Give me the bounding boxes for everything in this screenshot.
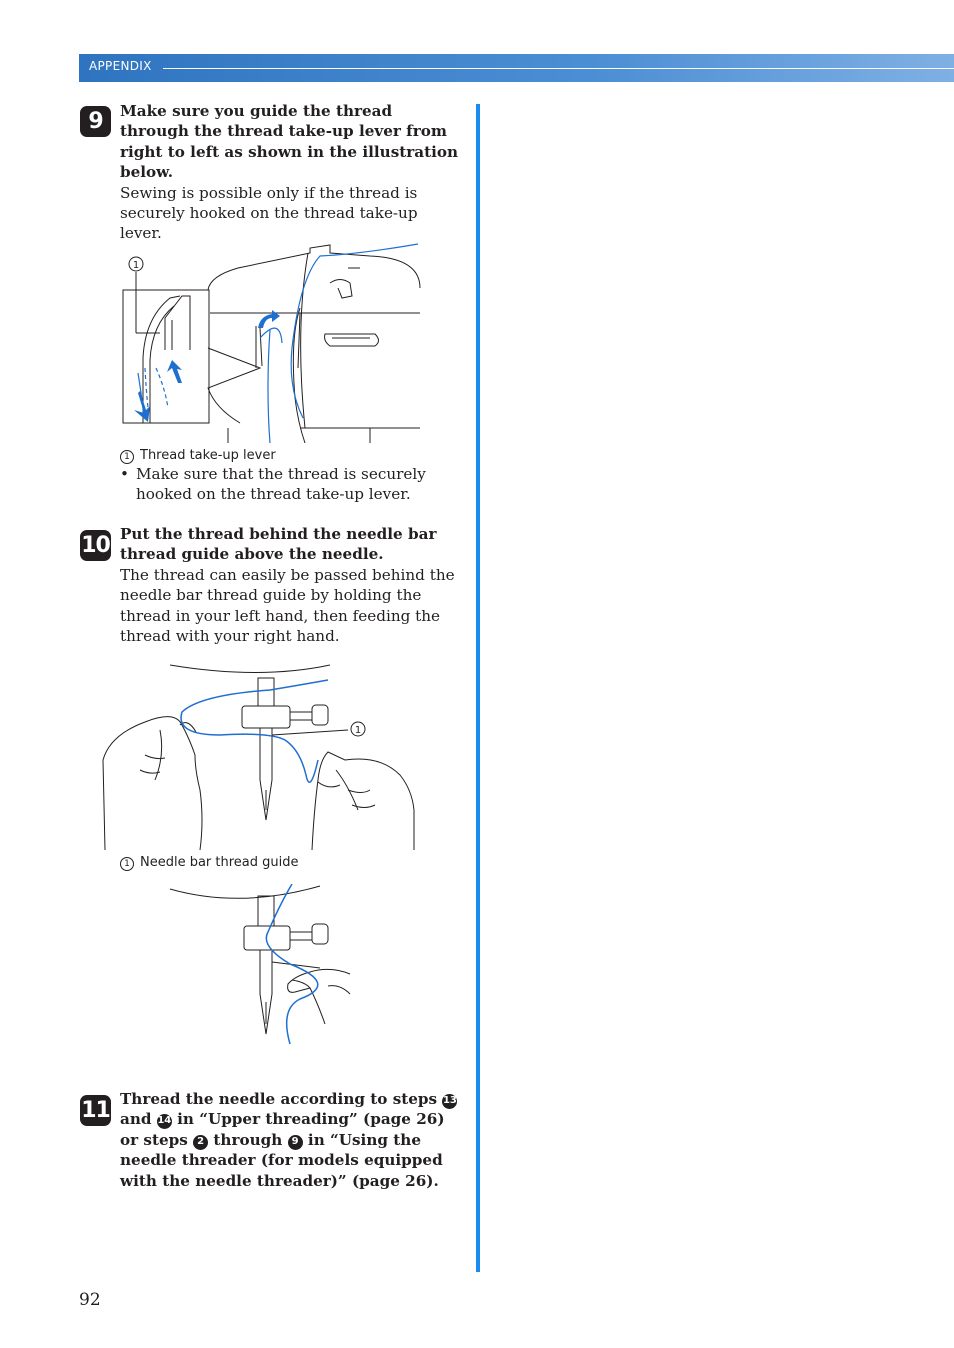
caption-2-text: Needle bar thread guide	[140, 855, 299, 870]
step-10-badge: 10	[80, 530, 111, 561]
column-divider	[476, 104, 480, 1272]
step-11-badge: 11	[80, 1095, 111, 1126]
caption-2-number: 1	[120, 857, 134, 871]
step-9-badge: 9	[80, 106, 111, 137]
step-11-title-d: through	[213, 1130, 283, 1149]
step-11-title-b: and	[120, 1110, 152, 1129]
step-9	[120, 101, 460, 244]
step-10	[120, 524, 460, 646]
take-up-lever-illustration	[120, 238, 422, 443]
step-10-title: Put the thread behind the needle bar thread guide above the needle.	[120, 525, 437, 564]
note-1	[120, 464, 460, 505]
step-ref-9: 9	[288, 1135, 303, 1150]
page-number: 92	[79, 1290, 101, 1310]
figure-2-caption	[120, 855, 299, 871]
callout-1-label: 1	[132, 260, 140, 271]
step-9-body: Sewing is possible only if the thread is securely hooked on the thread take-up lever.	[120, 183, 418, 243]
header-rule	[163, 68, 954, 69]
step-11-title-a: Thread the needle according to steps	[120, 1090, 438, 1108]
step-11-title-e: in “Using the needle threader (for models equipped with the needle threader)” (page 26).	[120, 1130, 443, 1190]
step-9-title: Make sure you guide the thread through the thread take-up lever from right to left as shown in the illustration below.	[120, 102, 459, 182]
thread-feeding-illustration	[160, 884, 360, 1044]
caption-1-number: 1	[120, 450, 134, 464]
step-11-title-c: in “Upper threading” (page 26) or steps	[120, 1110, 445, 1149]
step-ref-14: 14	[157, 1114, 172, 1129]
callout-1-label-2: 1	[354, 725, 362, 736]
note-1-text: Make sure that the thread is securely hooked on the thread take-up lever.	[136, 465, 426, 504]
step-ref-2: 2	[193, 1135, 208, 1150]
figure-1-caption	[120, 448, 276, 464]
caption-1-text: Thread take-up lever	[140, 448, 276, 463]
step-ref-13: 13	[442, 1094, 457, 1109]
needle-bar-guide-illustration	[100, 660, 420, 850]
step-10-body: The thread can easily be passed behind the needle bar thread guide by holding the thread in your left hand, then feeding the thread with your right hand.	[120, 565, 455, 646]
bullet-dot: •	[120, 465, 129, 483]
step-11-title	[120, 1089, 460, 1191]
section-label: APPENDIX	[89, 59, 152, 73]
step-11	[120, 1089, 460, 1191]
section-header-bar	[79, 54, 954, 82]
